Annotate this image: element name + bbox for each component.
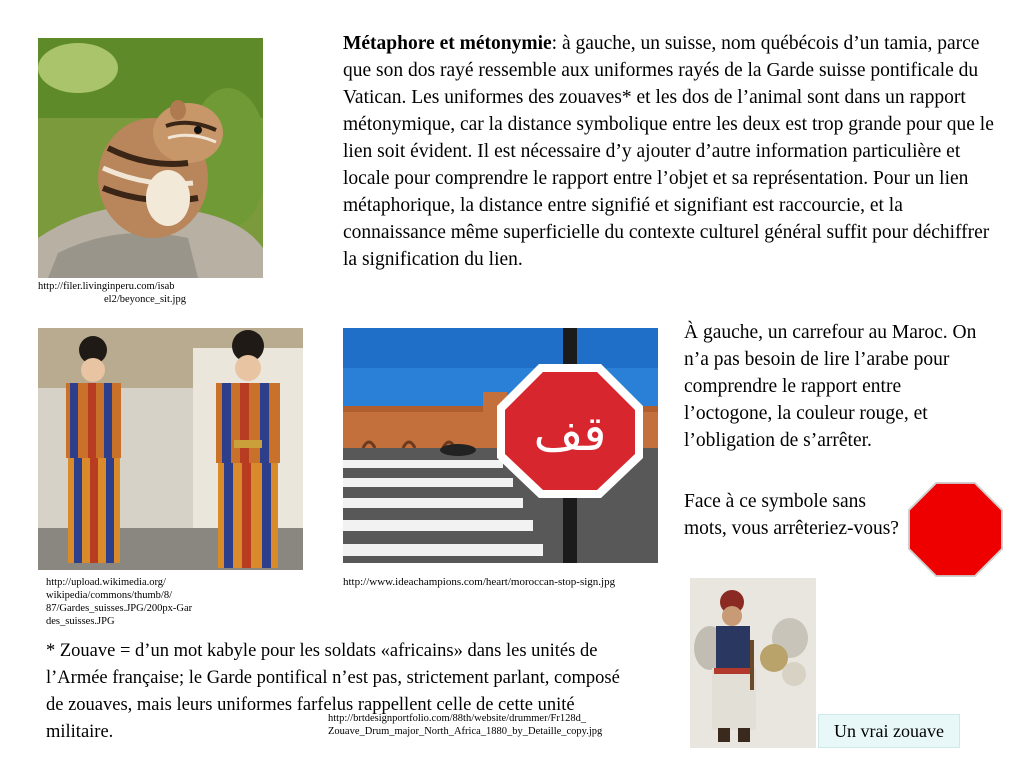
moroccan-stop-sign-photo: [343, 328, 658, 563]
symbol-question: Face à ce symbole sans mots, vous arrêteriez-vous?: [684, 491, 899, 539]
main-paragraph-lead: Métaphore et métonymie: [343, 33, 552, 54]
zouave-footnote: * Zouave = d’un mot kabyle pour les soldats «africains» dans les unités de l’Armée française; le Garde pontifical n’est pas, strictement parlant, composé de zouaves, mais leurs uniformes farfelus rappellent celle de cette unité militaire.: [46, 641, 620, 742]
stop-sign-text: قف: [533, 406, 607, 462]
zouave-label: Un vrai zouave: [818, 714, 960, 748]
morocco-paragraph: À gauche, un carrefour au Maroc. On n’a pas besoin de lire l’arabe pour comprendre le rapport entre l’octogone, la couleur rouge, et l’obligation de s’arrêter.: [684, 322, 977, 451]
swiss-guards-caption: http://upload.wikimedia.org/ wikipedia/commons/thumb/8/ 87/Gardes_suisses.JPG/200px-Gar des_suisses.JPG: [46, 577, 193, 627]
zouave-caption: http://brtdesignportfolio.com/88th/website/drummer/Fr128d_ Zouave_Drum_major_North_Africa_1880_by_Detaille_copy.jpg: [328, 713, 603, 737]
main-paragraph: [343, 30, 1003, 273]
swiss-guards-photo: [38, 328, 303, 570]
stop-sign-caption: http://www.ideachampions.com/heart/moroccan-stop-sign.jpg: [343, 576, 616, 588]
stop-octagon-icon: [907, 481, 1004, 578]
zouave-illustration: [690, 578, 816, 748]
chipmunk-caption: http://filer.livinginperu.com/isab el2/beyonce_sit.jpg: [38, 281, 186, 305]
main-paragraph-text: : à gauche, un suisse, nom québécois d’un tamia, parce que son dos rayé ressemble aux uniformes rayés de la Garde suisse pontificale du Vatican. Les uniformes des zouaves* et les dos de l’animal sont dans un rapport métonymique, car la distance symbolique entre les deux est trop grande pour que le lien soit évident. Il est nécessaire d’y ajouter d’autre information particulière et locale pour comprendre le rapport entre l’objet et sa représentation. Pour un lien métaphorique, la distance entre signifié et signifiant est raccourcie, et la connaissance même superficielle du contexte culturel général suffit pour déchiffrer la signification du lien.: [343, 33, 994, 270]
chipmunk-photo: [38, 38, 263, 278]
